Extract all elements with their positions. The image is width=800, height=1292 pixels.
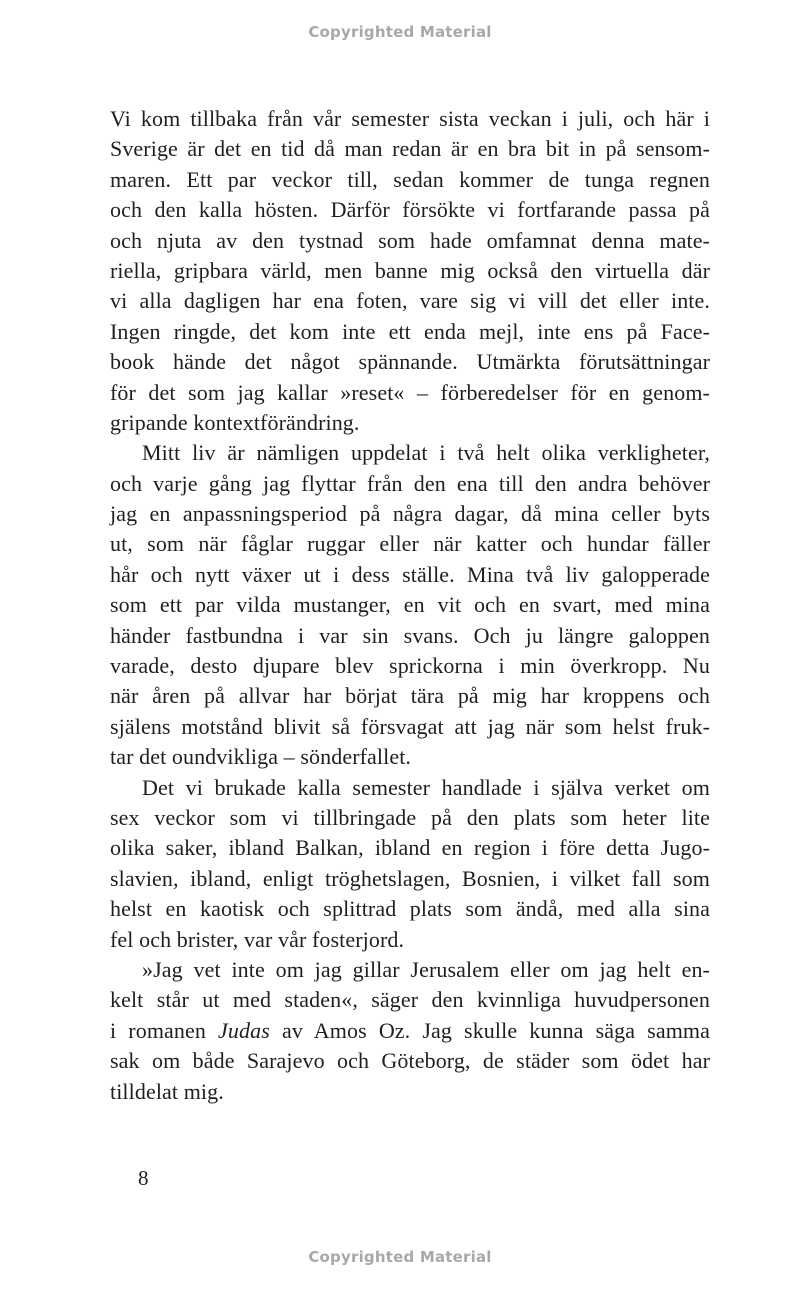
text-line-with-title	[110, 1016, 710, 1046]
text-line: fel och brister, var vår fosterjord.	[110, 926, 405, 952]
text-line: »Jag vet inte om jag gillar Jerusalem eller om jag helt en-	[142, 956, 710, 982]
text-line: som ett par vilda mustanger, en vit och en svart, med mina	[110, 592, 710, 618]
text-line: varade, desto djupare blev sprickorna i min överkropp. Nu	[110, 653, 710, 679]
text-line: sak om både Sarajevo och Göteborg, de städer som ödet har	[110, 1048, 710, 1074]
paragraph-1	[110, 104, 710, 438]
text-line: och den kalla hösten. Därför försökte vi fortfarande passa på	[110, 197, 710, 223]
text-line: Mitt liv är nämligen uppdelat i två helt olika verkligheter,	[142, 440, 710, 466]
text-line: Vi kom tillbaka från vår semester sista veckan i juli, och här i	[110, 106, 710, 131]
text-line: olika saker, ibland Balkan, ibland en region i före detta Jugo-	[110, 835, 710, 861]
text-line: sex veckor som vi tillbringade på den plats som heter lite	[110, 804, 710, 830]
text-line: riella, gripbara värld, men banne mig också den virtuella där	[110, 257, 710, 283]
text-line: ut, som när fåglar ruggar eller när katter och hundar fäller	[110, 531, 710, 557]
text-line: book hände det något spännande. Utmärkta förutsättningar	[110, 349, 710, 375]
text-line: själens motstånd blivit så försvagat att jag när som helst fruk-	[110, 713, 710, 739]
text-line: och varje gång jag flyttar från den ena till den andra behöver	[110, 470, 710, 496]
text-line: Sverige är det en tid då man redan är en bra bit in på sensom-	[110, 136, 710, 162]
text-line: och njuta av den tystnad som hade omfamnat denna mate-	[110, 227, 710, 253]
copyright-watermark-bottom: Copyrighted Material	[308, 1248, 492, 1266]
page-number: 8	[138, 1166, 149, 1190]
text-line: tar det oundvikliga – sönderfallet.	[110, 744, 412, 770]
text-line: slavien, ibland, enligt tröghetslagen, Bosnien, i vilket fall som	[110, 865, 710, 891]
text-line: jag en anpassningsperiod på några dagar, då mina celler byts	[110, 501, 710, 527]
text-line: helst en kaotisk och splittrad plats som ändå, med alla sina	[110, 896, 710, 922]
copyright-watermark-top: Copyrighted Material	[308, 23, 492, 41]
text-line: maren. Ett par veckor till, sedan kommer de tunga regnen	[110, 166, 710, 192]
text-line: tilldelat mig.	[110, 1078, 224, 1104]
text-line: händer fastbundna i var sin svans. Och ju längre galoppen	[110, 622, 710, 648]
text-line: gripande kontextförändring.	[110, 409, 360, 435]
text-fragment: av Amos Oz. Jag skulle kunna säga samma	[269, 1017, 710, 1043]
book-title: Judas	[218, 1017, 270, 1043]
paragraph-4	[110, 955, 710, 1107]
text-line: hår och nytt växer ut i dess ställe. Mina två liv galopperade	[110, 561, 710, 587]
paragraph-3	[110, 773, 710, 955]
text-line: Ingen ringde, det kom inte ett enda mejl, inte ens på Face-	[110, 318, 710, 344]
paragraph-2	[110, 438, 710, 772]
text-line: vi alla dagligen har ena foten, vare sig vi vill det eller inte.	[110, 288, 710, 314]
text-line: kelt står ut med staden«, säger den kvinnliga huvudpersonen	[110, 987, 710, 1013]
text-line: när åren på allvar har börjat tära på mig har kroppens och	[110, 683, 710, 709]
body-text	[110, 104, 710, 1107]
text-line: för det som jag kallar »reset« – förberedelser för en genom-	[110, 379, 710, 405]
text-line: Det vi brukade kalla semester handlade i själva verket om	[142, 774, 710, 800]
text-fragment: i romanen	[110, 1017, 219, 1043]
